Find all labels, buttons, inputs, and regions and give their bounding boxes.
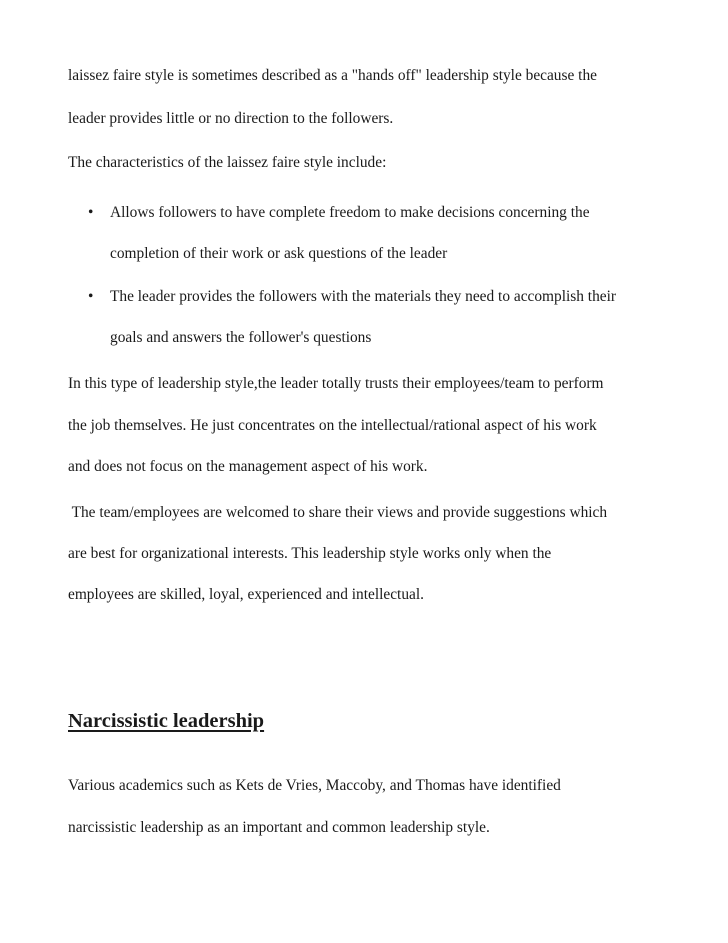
- paragraph-1-line-1: laissez faire style is sometimes described as a "hands off" leadership style because the: [68, 67, 597, 84]
- paragraph-5-line-1: Various academics such as Kets de Vries, Maccoby, and Thomas have identified: [68, 777, 561, 794]
- paragraph-4-line-3: employees are skilled, loyal, experienced and intellectual.: [68, 586, 424, 603]
- paragraph-5-line-2: narcissistic leadership as an important and common leadership style.: [68, 819, 490, 836]
- paragraph-2-line-1: The characteristics of the laissez faire style include:: [68, 154, 387, 171]
- bullet-2-line-2: goals and answers the follower's questions: [110, 329, 372, 346]
- bullet-2-line-1: The leader provides the followers with the materials they need to accomplish their: [110, 288, 617, 305]
- paragraph-3-line-2: the job themselves. He just concentrates on the intellectual/rational aspect of his work: [68, 417, 597, 434]
- paragraph-1-line-2: leader provides little or no direction to the followers.: [68, 110, 394, 127]
- paragraph-3-line-3: and does not focus on the management aspect of his work.: [68, 458, 428, 475]
- paragraph-4-line-2: are best for organizational interests. This leadership style works only when the: [68, 545, 552, 562]
- bullet-1-line-2: completion of their work or ask questions of the leader: [110, 245, 448, 262]
- bullet-2-marker: •: [88, 288, 94, 305]
- paragraph-3-line-1: In this type of leadership style,the leader totally trusts their employees/team to perform: [68, 375, 604, 392]
- section-heading: Narcissistic leadership: [68, 710, 265, 732]
- bullet-1-line-1: Allows followers to have complete freedom to make decisions concerning the: [110, 204, 590, 221]
- bullet-1-marker: •: [88, 204, 94, 221]
- paragraph-4-line-1: The team/employees are welcomed to share their views and provide suggestions which: [68, 504, 608, 521]
